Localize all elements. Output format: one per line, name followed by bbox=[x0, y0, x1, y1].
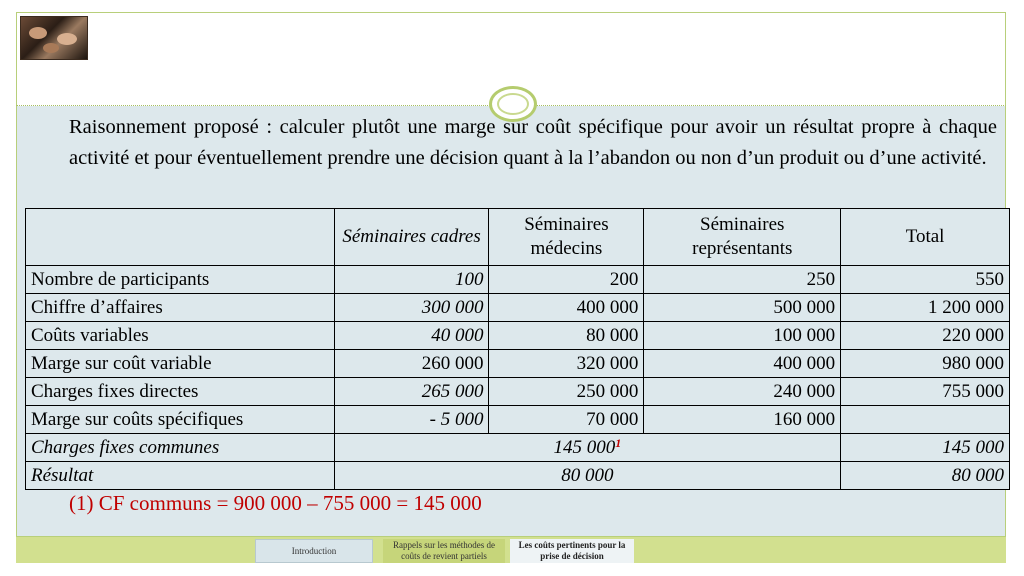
header-total: Total bbox=[841, 209, 1010, 266]
footnote-text: (1) CF communs = 900 000 – 755 000 = 145 000 bbox=[69, 491, 482, 515]
cell-total: 1 200 000 bbox=[841, 294, 1010, 322]
footnote-marker: 1 bbox=[615, 435, 622, 450]
cell-cadres: 300 000 bbox=[334, 294, 489, 322]
cell-total: 80 000 bbox=[841, 462, 1010, 490]
row-label: Chiffre d’affaires bbox=[26, 294, 335, 322]
cell-cadres: - 5 000 bbox=[334, 406, 489, 434]
handshake-logo-icon bbox=[20, 16, 88, 60]
table-row bbox=[26, 350, 1010, 378]
cell-medecins: 70 000 bbox=[489, 406, 644, 434]
row-label: Marge sur coût variable bbox=[26, 350, 335, 378]
cell-medecins: 250 000 bbox=[489, 378, 644, 406]
cell-cadres: 260 000 bbox=[334, 350, 489, 378]
header-cadres: Séminaires cadres bbox=[334, 209, 489, 266]
cell-cadres: 100 bbox=[334, 266, 489, 294]
cell-medecins: 320 000 bbox=[489, 350, 644, 378]
table-row bbox=[26, 294, 1010, 322]
intro-paragraph: Raisonnement proposé : calculer plutôt une marge sur coût spécifique pour avoir un résultat propre à chaque activité et pour éventuellement prendre une décision quant à la l’abandon ou non d’un produit ou d’une activité. bbox=[69, 116, 997, 169]
cell-representants: 500 000 bbox=[644, 294, 841, 322]
cell-medecins: 200 bbox=[489, 266, 644, 294]
table-row bbox=[26, 406, 1010, 434]
cell-representants: 160 000 bbox=[644, 406, 841, 434]
cell-total: 755 000 bbox=[841, 378, 1010, 406]
table-header-row bbox=[26, 209, 1010, 266]
nav-rappels-methodes[interactable]: Rappels sur les méthodes de coûts de revient partiels bbox=[383, 539, 505, 563]
cell-cadres: 265 000 bbox=[334, 378, 489, 406]
cost-table bbox=[25, 208, 1010, 490]
cell-medecins: 400 000 bbox=[489, 294, 644, 322]
cell-total: 145 000 bbox=[841, 434, 1010, 462]
row-label: Résultat bbox=[26, 462, 335, 490]
row-label: Coûts variables bbox=[26, 322, 335, 350]
cell-total bbox=[841, 406, 1010, 434]
table-row bbox=[26, 266, 1010, 294]
cell-representants: 400 000 bbox=[644, 350, 841, 378]
cell-representants: 240 000 bbox=[644, 378, 841, 406]
cell-total: 220 000 bbox=[841, 322, 1010, 350]
table-row bbox=[26, 322, 1010, 350]
cell-total: 980 000 bbox=[841, 350, 1010, 378]
row-label: Marge sur coûts spécifiques bbox=[26, 406, 335, 434]
cell-representants: 100 000 bbox=[644, 322, 841, 350]
row-label: Charges fixes communes bbox=[26, 434, 335, 462]
cell-medecins: 80 000 bbox=[489, 322, 644, 350]
nav-introduction[interactable]: Introduction bbox=[255, 539, 373, 563]
cell-total: 550 bbox=[841, 266, 1010, 294]
cell-merged-activities: 80 000 bbox=[334, 462, 841, 490]
cell-merged-activities bbox=[334, 434, 841, 462]
header-representants: Séminaires représentants bbox=[644, 209, 841, 266]
merged-value: 145 000 bbox=[553, 436, 616, 458]
nav-couts-pertinents[interactable]: Les coûts pertinents pour la prise de décision bbox=[510, 539, 634, 563]
table-row bbox=[26, 462, 1010, 490]
cell-representants: 250 bbox=[644, 266, 841, 294]
table-row bbox=[26, 378, 1010, 406]
table-row bbox=[26, 434, 1010, 462]
header-medecins: Séminaires médecins bbox=[489, 209, 644, 266]
header-empty bbox=[26, 209, 335, 266]
row-label: Nombre de participants bbox=[26, 266, 335, 294]
row-label: Charges fixes directes bbox=[26, 378, 335, 406]
cell-cadres: 40 000 bbox=[334, 322, 489, 350]
